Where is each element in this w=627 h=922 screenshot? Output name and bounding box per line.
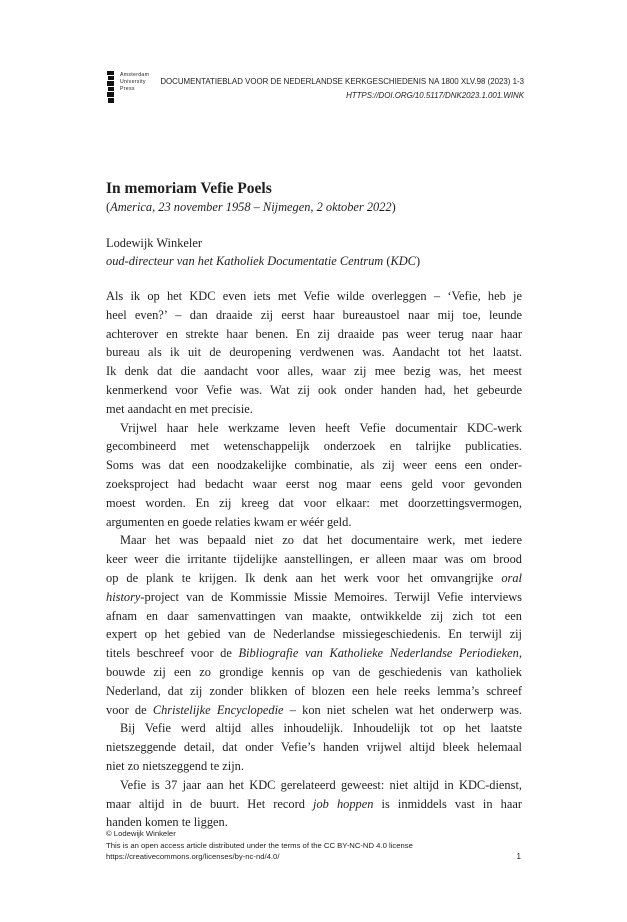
publisher-name: Amsterdam University Press [120,72,150,93]
body-line: gecombineerd met wetenschappelijk onderzoek en talrijke publicaties. [106,439,522,454]
body-line: niet zo nietszeggend te zijn. [106,758,244,773]
author-name: Lodewijk Winkeler [106,236,202,250]
body-line: argumenten en goede relaties kwam er wéér geld. [106,514,352,529]
body-line: maar altijd in de buurt. Het record job hoppen is inmiddels vast in haar [106,796,522,811]
license-url[interactable]: https://creativecommons.org/licenses/by-nc-nd/4.0/ [106,852,280,862]
body-line: heel even?’ – dan draaide zij eerst haar bureaustoel naar mij toe, leunde [106,307,522,322]
body-line: bouwde zij een zo grondige kennis op van de geschiedenis van katholiek [106,664,522,679]
body-line: Ik denk dat die aandacht voor alles, waar zij mee bezig was, het meest [106,364,522,379]
article-subtitle: (America, 23 november 1958 – Nijmegen, 2 oktober 2022) [106,200,396,214]
body-line: moest worden. En zij kreeg dat voor elkaar: met doorzettingsvermogen, [106,495,522,510]
body-line: Maar het was bepaald niet zo dat het documentaire werk, met iedere [120,533,522,548]
aup-logo-icon [107,71,115,103]
publisher-logo [107,71,167,103]
body-line: zoeksproject had bedacht waar eerst nog maar eens geld voor gevonden [106,476,522,491]
body-line: Vrijwel haar hele werkzame leven heeft Vefie documentair KDC-werk [120,420,522,435]
doi-link[interactable]: HTTPS://DOI.ORG/10.5117/DNK2023.1.001.WINK [346,91,524,100]
body-line: Vefie is 37 jaar aan het KDC gerelateerd geweest: niet altijd in KDC-dienst, [120,777,522,792]
license-notice: This is an open access article distributed under the terms of the CC BY-NC-ND 4.0 license [106,840,413,850]
license-footer [106,828,413,863]
body-line: voor de Christelijke Encyclopedie – kon niet schelen wat het onderwerp was. [106,702,522,717]
body-line: met aandacht en met precisie. [106,401,253,416]
article-title: In memoriam Vefie Poels [106,180,272,197]
body-line: history-project van de Kommissie Missie Memoires. Terwijl Vefie interviews [106,589,522,604]
article-body [106,287,522,832]
body-line: afnam en daar samenvattingen van maakte, ontwikkelde zij zich tot een [106,608,522,623]
body-line: keer weer die irritante tijdelijke aanstellingen, er alleen maar was om brood [106,552,522,567]
body-line: Soms was dat een noodzakelijke combinatie, als zij weer eens een onder- [106,458,522,473]
journal-header [160,75,524,103]
body-line: titels beschreef voor de Bibliografie van Katholieke Nederlandse Periodieken, [106,646,522,661]
page-number: 1 [516,852,521,861]
journal-citation: DOCUMENTATIEBLAD VOOR DE NEDERLANDSE KERKGESCHIEDENIS NA 1800 XLV.98 (2023) 1-3 [160,77,524,86]
body-line: Nederland, dat zij zonder blikken of blozen een hele reeks lemma’s schreef [106,683,522,698]
author-affiliation: oud-directeur van het Katholiek Documentatie Centrum (KDC) [106,254,421,268]
body-line: Als ik op het KDC even iets met Vefie wilde overleggen – ‘Vefie, heb je [106,289,522,303]
body-line: bureau als ik uit de deuropening verdwenen was. Aandacht tot het laatst. [106,345,522,360]
copyright-notice: © Lodewijk Winkeler [106,829,176,838]
body-line: handen komen te liggen. [106,815,228,830]
body-line: kenmerkend voor Vefie was. Wat zij ook onder handen had, het gebeurde [106,382,522,397]
body-line: op de plank te krijgen. Ik denk aan het werk voor het omvangrijke oral [106,570,522,585]
body-line: nietszeggende detail, dat onder Vefie’s handen vrijwel altijd bleek helemaal [106,740,522,755]
body-line: Bij Vefie werd altijd alles inhoudelijk. Inhoudelijk tot op het laatste [120,721,522,736]
body-line: expert op het gebied van de Nederlandse missiegeschiedenis. En terwijl zij [106,627,522,642]
body-line: achterover en strekte haar benen. En zij draaide pas weer terug naar haar [106,326,522,341]
